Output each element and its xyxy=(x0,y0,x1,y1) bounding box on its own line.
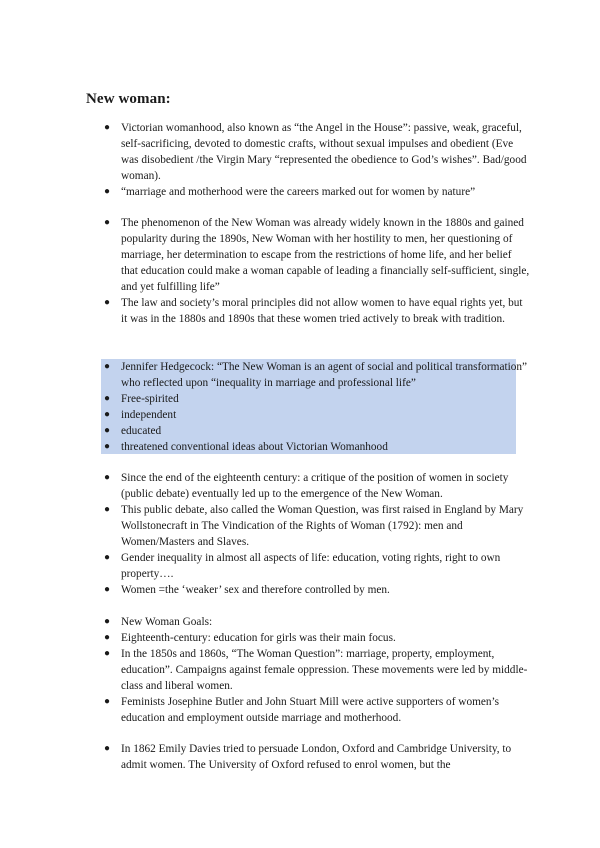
bullet-icon: ● xyxy=(104,584,111,595)
list-item-text: New Woman Goals: xyxy=(121,616,213,628)
bullet-icon: ● xyxy=(104,472,111,483)
list-item xyxy=(0,120,530,184)
bullet-icon: ● xyxy=(104,361,111,372)
list-item xyxy=(0,423,530,439)
list-item xyxy=(0,470,530,502)
bullet-icon: ● xyxy=(104,441,111,452)
list-item xyxy=(0,439,530,455)
bullet-icon: ● xyxy=(104,696,111,707)
bullet-icon: ● xyxy=(104,297,111,308)
list-item-text: Victorian womanhood, also known as “the Angel in the House”: passive, weak, graceful, self-sacrificing, devoted to domestic crafts, without sexual impulses and obedient (Eve was disobedient /the Virgin Mary “represented the obedience to God’s wishes”. Bad/good woman). xyxy=(121,122,527,182)
list-item-text: Feminists Josephine Butler and John Stuart Mill were active supporters of women’s education and employment outside marriage and motherhood. xyxy=(121,696,500,724)
list-item xyxy=(0,741,530,773)
bullet-icon: ● xyxy=(104,217,111,228)
bullet-list-new-woman-phenomenon xyxy=(0,215,600,327)
bullet-icon: ● xyxy=(104,552,111,563)
list-item-text: In the 1850s and 1860s, “The Woman Question”: marriage, property, employment, education”. Campaigns against female oppression. These movements were led by middle-class and liberal women. xyxy=(121,648,528,692)
list-item-text: educated xyxy=(121,425,162,437)
list-item xyxy=(0,646,530,694)
list-item-text: Women =the ‘weaker’ sex and therefore controlled by men. xyxy=(121,584,390,596)
list-item xyxy=(0,502,530,550)
list-item-text: In 1862 Emily Davies tried to persuade London, Oxford and Cambridge University, to admit women. The University of Oxford refused to enrol women, but the xyxy=(121,743,512,771)
list-item xyxy=(0,391,530,407)
list-item xyxy=(0,614,530,630)
list-item-text: Free-spirited xyxy=(121,393,179,405)
list-item xyxy=(0,630,530,646)
list-item xyxy=(0,407,530,423)
list-item-text: Gender inequality in almost all aspects of life: education, voting rights, right to own property…. xyxy=(121,552,501,580)
list-item-text: The phenomenon of the New Woman was already widely known in the 1880s and gained popularity during the 1890s, New Woman with her hostility to men, her questioning of marriage, her determination to escape from the restrictions of home life, and her belief that education could make a woman capable of leading a financially self-sufficient, single, and yet fulfilling life” xyxy=(121,217,530,293)
bullet-list-hedgecock-selected[interactable] xyxy=(0,359,600,455)
bullet-list-victorian-womanhood xyxy=(0,120,600,200)
list-item-text: threatened conventional ideas about Victorian Womanhood xyxy=(121,441,388,453)
bullet-list-emily-davies xyxy=(0,741,600,773)
page-title: New woman: xyxy=(86,91,171,107)
bullet-list-new-woman-goals xyxy=(0,614,600,726)
list-item-text: independent xyxy=(121,409,177,421)
bullet-icon: ● xyxy=(104,425,111,436)
list-item-text: Since the end of the eighteenth century: a critique of the position of women in society (public debate) eventually led up to the emergence of the New Woman. xyxy=(121,472,509,500)
bullet-icon: ● xyxy=(104,616,111,627)
list-item-text: Jennifer Hedgecock: “The New Woman is an agent of social and political transformation” who reflected upon “inequality in marriage and professional life” xyxy=(121,361,528,389)
list-item-text: Eighteenth-century: education for girls was their main focus. xyxy=(121,632,396,644)
bullet-icon: ● xyxy=(104,409,111,420)
list-item xyxy=(0,184,530,200)
list-item xyxy=(0,582,530,598)
bullet-icon: ● xyxy=(104,504,111,515)
bullet-icon: ● xyxy=(104,648,111,659)
bullet-icon: ● xyxy=(104,393,111,404)
list-item xyxy=(0,694,530,726)
bullet-icon: ● xyxy=(104,122,111,133)
list-item-text: The law and society’s moral principles did not allow women to have equal rights yet, but it was in the 1880s and 1890s that these women tried actively to break with tradition. xyxy=(121,297,523,325)
list-item-text: This public debate, also called the Woman Question, was first raised in England by Mary Wollstonecraft in The Vindication of the Rights of Woman (1792): men and Women/Masters and Slaves. xyxy=(121,504,524,548)
list-item xyxy=(0,295,530,327)
bullet-list-woman-question xyxy=(0,470,600,598)
list-item xyxy=(0,550,530,582)
list-item xyxy=(0,359,530,391)
bullet-icon: ● xyxy=(104,743,111,754)
bullet-icon: ● xyxy=(104,186,111,197)
list-item xyxy=(0,215,530,295)
bullet-icon: ● xyxy=(104,632,111,643)
list-item-text: “marriage and motherhood were the careers marked out for women by nature” xyxy=(121,186,476,198)
